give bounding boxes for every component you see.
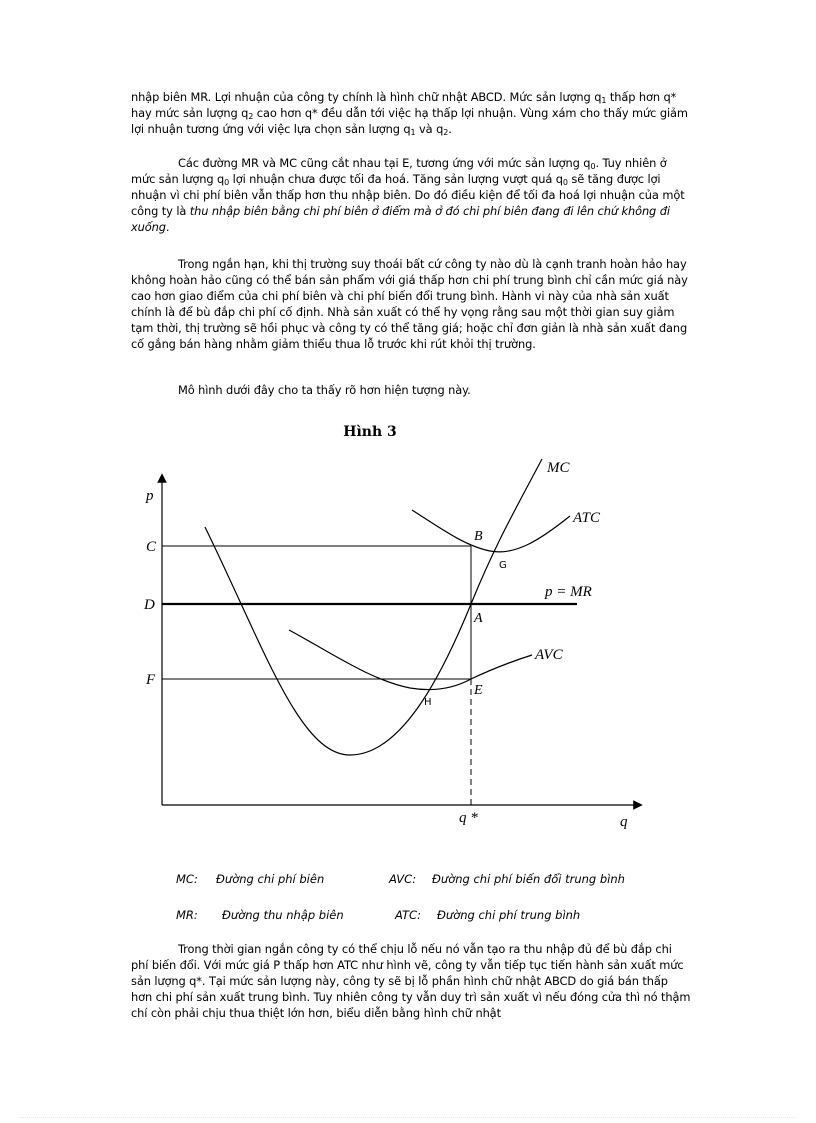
atc-label: ATC	[573, 510, 600, 526]
text-run: . Tuy nhiên ở mức sản lượng q	[131, 156, 667, 186]
paragraph-4: Mô hình dưới đây cho ta thấy rõ hơn hiện tượng này.	[178, 383, 471, 397]
point-label-h: H	[424, 697, 432, 708]
paragraph-1	[131, 89, 691, 137]
subscript: 0	[590, 162, 596, 171]
subscript: 1	[410, 128, 416, 137]
legend-mc-abbr: MC:	[176, 872, 198, 886]
point-label-b: B	[474, 529, 483, 544]
price-label-c: C	[146, 539, 157, 555]
avc-label: AVC	[535, 647, 563, 663]
legend-mr-abbr: MR:	[176, 908, 198, 922]
text-run: .	[448, 122, 452, 136]
cost-curves-diagram	[120, 448, 650, 833]
legend-avc-abbr: AVC:	[389, 872, 417, 886]
mr-label: p = MR	[545, 584, 592, 600]
text-run: cao hơn q* đều dẫn tới việc hạ thấp lợi nhuận. Vùng xám cho thấy mức giảm lợi nhuận tương ứng với việc lựa chọn sản lượng q	[131, 106, 688, 136]
legend-atc-desc: Đường chi phí trung bình	[437, 908, 581, 922]
y-axis-label: p	[146, 488, 154, 504]
paragraph-5: Trong thời gian ngắn công ty có thể chịu lỗ nếu nó vẫn tạo ra thu nhập đủ để bù đắp chi phí biến đổi. Với mức giá P thấp hơn ATC như hình vẽ, công ty vẫn tiếp tục tiến hành sản xuất mức sản lượng q*. Tại mức sản lượng này, công ty sẽ bị lỗ phần hình chữ nhật ABCD do giá bán thấp hơn chi phí sản xuất trung bình. Tuy nhiên công ty vẫn duy trì sản xuất vì nếu đóng cửa thì nó thậm chí còn phải chịu thua thiệt lớn hơn, biểu diễn bằng hình chữ nhật	[131, 942, 691, 1020]
subscript: 0	[224, 178, 230, 187]
legend-atc-abbr: ATC:	[395, 908, 421, 922]
legend-avc-desc: Đường chi phí biến đổi trung bình	[432, 872, 625, 886]
text-run: sẽ tăng được lợi nhuận vì chi phí biên vẫn thấp hơn thu nhập biên. Do đó điều kiện để tối đa hoá lợi nhuận của một công ty là	[131, 172, 685, 218]
text-run: nhập biên MR. Lợi nhuận của công ty chính là hình chữ nhật ABCD. Mức sản lượng q	[131, 90, 602, 104]
text-run: Các đường MR và MC cũng cắt nhau tại E, tương ứng với mức sản lượng q	[178, 156, 591, 170]
price-label-d: D	[144, 597, 155, 613]
italic-text: thu nhập biên bằng chi phí biên ở điểm mà ở đó chi phí biên đang đi lên chứ không đi xuống	[131, 204, 670, 234]
text-run: lợi nhuận chưa được tối đa hoá. Tăng sản lượng vượt quá q	[229, 172, 563, 186]
text-run: thấp hơn q* hay mức sản lượng q	[131, 90, 677, 120]
page-footer-divider	[20, 1117, 796, 1118]
price-label-f: F	[146, 672, 156, 688]
point-label-a: A	[474, 611, 483, 626]
legend-mr-desc: Đường thu nhập biên	[222, 908, 344, 922]
paragraph-2	[131, 155, 691, 235]
paragraph-3: Trong ngắn hạn, khi thị trường suy thoái bất cứ công ty nào dù là cạnh tranh hoàn hảo hay không hoàn hảo cũng có thể bán sản phẩm với giá thấp hơn chi phí trung bình chỉ cần mức giá này cao hơn giao điểm của chi phí biên và chi phí biến đổi trung bình. Hành vi này của nhà sản xuất chính là để bù đắp chi phí cố định. Nhà sản xuất có thể hy vọng rằng sau một thời gian suy giảm tạm thời, thị trường sẽ hồi phục và công ty có thể tăng giá; hoặc chỉ đơn giản là nhà sản xuất đang cố gắng bán hàng nhằm giảm thiểu thua lỗ trước khi rút khỏi thị trường.	[131, 257, 688, 351]
q-star-label: q *	[459, 810, 478, 826]
subscript: 2	[248, 112, 254, 121]
subscript: 0	[562, 178, 568, 187]
mc-label: MC	[547, 460, 570, 476]
figure-title: Hình 3	[343, 424, 397, 440]
legend-mc-desc: Đường chi phí biên	[216, 872, 325, 886]
point-label-e: E	[474, 683, 483, 698]
x-axis-label: q	[620, 814, 628, 830]
avc-curve	[289, 630, 532, 690]
point-label-g: G	[499, 560, 507, 571]
subscript: 2	[443, 128, 449, 137]
subscript: 1	[601, 96, 607, 105]
text-run: và q	[415, 122, 444, 136]
text-run: .	[165, 220, 170, 234]
mc-curve	[205, 459, 542, 755]
